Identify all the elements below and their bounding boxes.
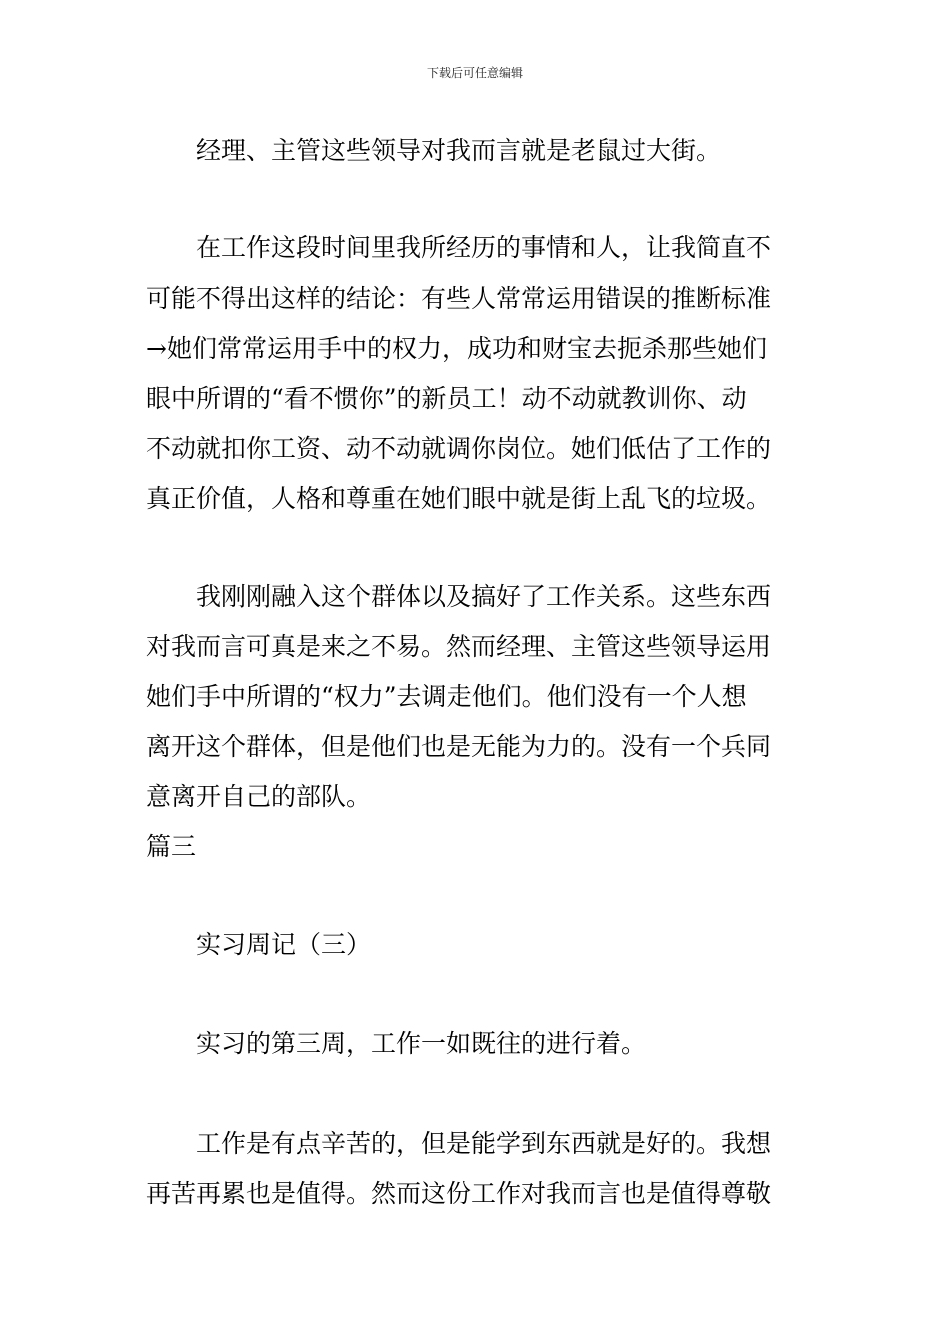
text-line: 可能不得出这样的结论：有些人常常运用错误的推断标准 xyxy=(146,284,772,313)
text-line: 眼中所谓的“看不惯你”的新员工！动不动就教训你、动 xyxy=(146,384,747,413)
text-line: 工作是有点辛苦的，但是能学到东西就是好的。我想 xyxy=(196,1129,772,1158)
text-line: 在工作这段时间里我所经历的事情和人，让我简直不 xyxy=(196,233,772,262)
text-line: 实习的第三周，工作一如既往的进行着。 xyxy=(196,1029,647,1058)
text-line: 她们手中所谓的“权力”去调走他们。他们没有一个人想 xyxy=(146,682,747,711)
text-line: 意离开自己的部队。 xyxy=(146,782,372,811)
page-header: 下载后可任意编辑 xyxy=(426,66,523,80)
subtitle: 实习周记（三） xyxy=(196,930,372,959)
text-line: →她们常常运用手中的权力，成功和财宝去扼杀那些她们 xyxy=(146,334,767,363)
text-line: 经理、主管这些领导对我而言就是老鼠过大街。 xyxy=(196,136,722,165)
section-heading: 篇三 xyxy=(146,832,197,861)
text-line: 对我而言可真是来之不易。然而经理、主管这些领导运用 xyxy=(146,632,772,661)
text-line: 不动就扣你工资、动不动就调你岗位。她们低估了工作的 xyxy=(146,434,772,463)
text-line: 我刚刚融入这个群体以及搞好了工作关系。这些东西 xyxy=(196,582,772,611)
text-line: 离开这个群体，但是他们也是无能为力的。没有一个兵同 xyxy=(146,732,772,761)
text-line: 再苦再累也是值得。然而这份工作对我而言也是值得尊敬 xyxy=(146,1179,772,1208)
text-line: 真正价值，人格和尊重在她们眼中就是街上乱飞的垃圾。 xyxy=(146,484,772,513)
